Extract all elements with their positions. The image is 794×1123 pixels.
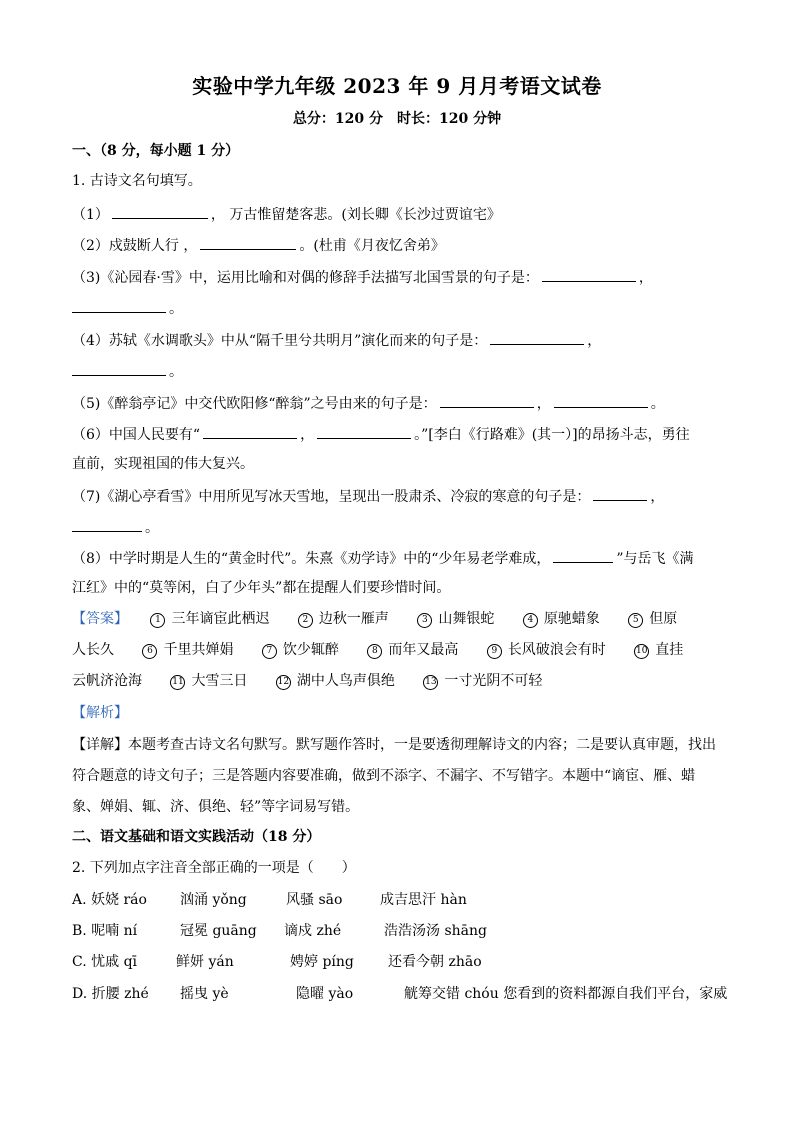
option-b-word-2: 冠冕 guāng	[180, 923, 257, 939]
analysis-text: 本题考查古诗文名句默写。默写题作答时，一是要透彻理解诗文的内容；二是要认真审题，找出	[128, 737, 716, 753]
q1-4-text: （4）苏轼《水调歌头》中从“隔千里兮共明月”演化而来的句子是：	[72, 333, 488, 349]
q1-5-text: （5)《醉翁亭记》中交代欧阳修“醉翁”之号由来的句子是：	[72, 396, 437, 412]
q1-item-8-cont: 江红》中的“莫等闲，白了少年头”都在提醒人们要珍惜时间。	[72, 580, 451, 596]
q1-5-comma: ，	[536, 396, 551, 412]
option-d-word-2: 摇曳 yè	[180, 986, 229, 1002]
q1-item-4	[72, 330, 732, 350]
q1-item-1	[72, 204, 732, 224]
answer-item: 5 但原	[628, 611, 677, 627]
answer-item: 3 山舞银蛇	[417, 611, 494, 627]
answer-label: 【答案】	[72, 611, 128, 627]
answer-line-1	[72, 610, 732, 628]
q1-2-label: （2）戍鼓断人行 ，	[72, 238, 198, 254]
q1-item-3	[72, 267, 732, 287]
answer-item: 云帆济沧海	[72, 673, 142, 689]
answer-item: 9 长风破浪会有时	[487, 642, 606, 658]
answer-blank[interactable]	[553, 548, 613, 563]
option-d-word-1: D. 折腰 zhé	[72, 986, 149, 1002]
q1-stem: 1. 古诗文名句填写。	[72, 173, 202, 189]
answer-blank[interactable]	[542, 267, 636, 282]
option-c-word-3: 娉婷 píng	[290, 954, 354, 970]
q1-8-text2: ”与岳飞《满	[616, 551, 694, 567]
answer-blank[interactable]	[317, 424, 411, 439]
option-a-word-1: A. 妖娆 ráo	[72, 892, 147, 908]
answer-item: 7 饮少辄醉	[262, 642, 339, 658]
answer-item: 13 一寸光阴不可轻	[425, 673, 543, 689]
answer-item: 10 直挂	[636, 642, 684, 658]
q1-4-comma: ，	[587, 333, 602, 349]
q1-3-end: 。	[169, 301, 183, 317]
option-b-word-1: B. 呢喃 ní	[72, 923, 138, 939]
q1-item-8	[72, 548, 732, 568]
q1-8-text: （8）中学时期是人生的“黄金时代”。朱熹《劝学诗》中的“少年易老学难成，	[72, 551, 551, 567]
analysis-line-2: 符合题意的诗文句子；三是答题内容要准确，做到不添字、不漏字、不写错字。本题中“谪宦、雁、蜡	[72, 768, 696, 784]
q1-4-end: 。	[169, 364, 183, 380]
answer-blank[interactable]	[203, 424, 297, 439]
q1-7-comma: ，	[650, 489, 665, 505]
option-d-word-3: 隐曜 yào	[296, 986, 354, 1002]
q1-item-4-cont	[72, 361, 732, 381]
q1-item-6-cont: 直前，实现祖国的伟大复兴。	[72, 456, 254, 472]
answer-blank[interactable]	[72, 298, 166, 313]
q2-stem: 2. 下列加点字注音全部正确的一项是（ ）	[72, 860, 356, 876]
answer-item: 2 边秋一雁声	[298, 611, 389, 627]
exam-title: 实验中学九年级 2023 年 9 月月考语文试卷	[192, 74, 602, 98]
answer-line-2	[72, 641, 732, 659]
option-a-word-3: 风骚 sāo	[286, 892, 343, 908]
analysis-line-1	[72, 736, 732, 754]
answer-blank[interactable]	[200, 235, 296, 250]
answer-item: 6 千里共婵娟	[142, 642, 233, 658]
exam-subtitle: 总分：120 分 时长：120 分钟	[292, 111, 502, 127]
option-b-word-3: 谪戍 zhé	[284, 923, 342, 939]
answer-blank[interactable]	[440, 393, 534, 408]
q1-item-7-cont	[72, 517, 732, 537]
option-b-word-4: 浩浩汤汤 shāng	[384, 923, 487, 939]
q1-item-5	[72, 393, 732, 413]
answer-blank[interactable]	[72, 517, 142, 532]
q1-2-text: 。(杜甫《月夜忆舍弟》	[299, 238, 445, 254]
answer-blank[interactable]	[554, 393, 648, 408]
option-c-word-1: C. 忧戚 qī	[72, 954, 138, 970]
option-c-word-2: 鲜妍 yán	[176, 954, 234, 970]
analysis-line-3: 象、婵娟、辄、济、俱绝、轻”等字词易写错。	[72, 799, 360, 815]
answer-blank[interactable]	[72, 361, 166, 376]
answer-item: 人长久	[72, 642, 114, 658]
q1-6-text2: 。”[李白《行路难》(其一）]的昂扬斗志，勇往	[414, 427, 690, 443]
answer-blank[interactable]	[593, 486, 647, 501]
answer-blank[interactable]	[490, 330, 584, 345]
q1-7-text: （7)《湖心亭看雪》中用所见写冰天雪地，呈现出一股肃杀、冷寂的寒意的句子是：	[72, 489, 591, 505]
q1-5-end: 。	[650, 396, 665, 412]
option-a-word-2: 汹涌 yǒng	[180, 892, 247, 908]
q1-7-end: 。	[145, 520, 159, 536]
detail-label: 【详解】	[72, 737, 128, 753]
answer-item: 12 湖中人鸟声俱绝	[277, 673, 395, 689]
section1-heading: 一、（8 分，每小题 1 分）	[72, 143, 240, 159]
answer-item: 11 大雪三日	[172, 673, 248, 689]
option-c-word-4: 还看今朝 zhāo	[388, 954, 482, 970]
q1-item-7	[72, 486, 732, 506]
answer-item: 4 原驰蜡象	[523, 611, 600, 627]
section2-heading: 二、语文基础和语文实践活动（18 分）	[72, 829, 321, 845]
q1-item-6	[72, 424, 732, 444]
q1-item-3-cont	[72, 298, 732, 318]
answer-item: 1 三年谪宦此栖迟	[150, 611, 269, 627]
q1-3-comma: ，	[638, 270, 653, 286]
q1-item-2	[72, 235, 732, 255]
q1-1-label: （1）	[72, 207, 109, 223]
q1-1-text: ， 万古惟留楚客悲。(刘长卿《长沙过贾谊宅》	[210, 207, 501, 223]
option-d-word-4: 觥筹交错 chóu 您看到的资料都源自我们平台，家威	[404, 986, 728, 1002]
q1-3-text: （3)《沁园春·雪》中，运用比喻和对偶的修辞手法描写北国雪景的句子是：	[72, 270, 539, 286]
answer-blank[interactable]	[112, 204, 208, 219]
q1-6-text: （6）中国人民要有“	[72, 427, 201, 443]
answer-line-3	[72, 672, 732, 690]
analysis-label: 【解析】	[72, 705, 128, 721]
option-a-word-4: 成吉思汗 hàn	[380, 892, 467, 908]
q1-6-comma: ，	[300, 427, 315, 443]
answer-item: 8 而年又最高	[367, 642, 458, 658]
